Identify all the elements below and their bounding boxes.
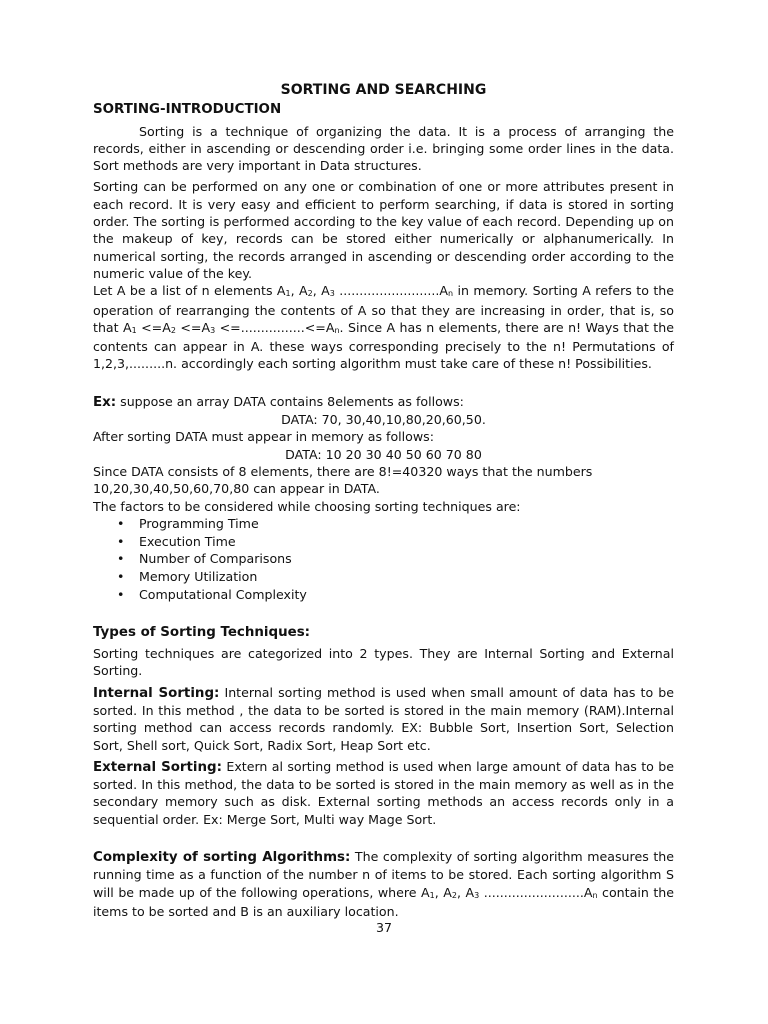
- list-item: • Computational Complexity: [117, 587, 307, 603]
- page-title: SORTING AND SEARCHING: [280, 82, 487, 98]
- bullet-icon: •: [117, 551, 125, 567]
- intro-paragraph-1: Sorting is a technique of organizing the data. It is a process of arranging the records, either in ascending or descending order i.e. bringing some order lines in the data. Sort methods are very important in Data structures.: [93, 123, 674, 174]
- intro-heading: SORTING-INTRODUCTION: [93, 102, 282, 118]
- example-paragraph: Ex: suppose an array DATA contains 8elements as follows:: [93, 393, 464, 410]
- example-label: Ex:: [93, 394, 117, 410]
- external-sorting-label: External Sorting:: [93, 759, 222, 775]
- list-item: • Memory Utilization: [117, 569, 258, 585]
- list-item: • Programming Time: [117, 515, 259, 531]
- bullet-icon: •: [117, 533, 125, 549]
- factors-intro: The factors to be considered while choosing sorting techniques are:: [93, 498, 521, 514]
- bullet-icon: •: [117, 515, 125, 531]
- example-data-before: DATA: 70, 30,40,10,80,20,60,50.: [281, 412, 486, 428]
- intro-paragraph-3: Let A be a list of n elements $A_1$, $A_2$, $A_3$ $.........................A_n$ in memory. Sorting A refers to the operation of rearranging the contents of A so that they are increasing in order, that is, so that $A_1 <=A_2 <=A_3 <=................<=A_n$. Since A has n elements, there are n! Ways that the contents can appear in A. these ways corresponding precisely to the n! Permutations of 1,2,3,.........n. accordingly each sorting algorithm must take care of these n! Possibilities.: [93, 283, 674, 372]
- intro-paragraph-2: Sorting can be performed on any one or combination of one or more attributes present in each record. It is very easy and efficient to perform searching, if data is stored in sorting order. The sorting is performed according to the key value of each record. Depending up on the makeup of key, records can be stored either numerically or alphanumerically. In numerical sorting, the records arranged in ascending or descending order according to the numeric value of the key.: [93, 179, 674, 281]
- list-item: • Execution Time: [117, 533, 236, 549]
- bullet-icon: •: [117, 587, 125, 603]
- example-permutations-text: Since DATA consists of 8 elements, there are 8!=40320 ways that the numbers 10,20,30,40,50,60,70,80 can appear in DATA.: [93, 463, 593, 497]
- types-paragraph: Sorting techniques are categorized into 2 types. They are Internal Sorting and External Sorting.: [93, 646, 674, 679]
- example-after-text: After sorting DATA must appear in memory as follows:: [93, 429, 434, 445]
- factors-list: [93, 515, 674, 604]
- complexity-label: Complexity of sorting Algorithms:: [93, 850, 351, 866]
- external-sorting-paragraph: External Sorting: Extern al sorting method is used when large amount of data has to be sorted. In this method, the data to be sorted is stored in the main memory as well as in the secondary memory such as disk. External sorting methods an access records only in a sequential order. Ex: Merge Sort, Multi way Mage Sort.: [93, 758, 674, 827]
- example-data-after: DATA: 10 20 30 40 50 60 70 80: [285, 446, 482, 462]
- bullet-icon: •: [117, 569, 125, 585]
- types-heading: Types of Sorting Techniques:: [93, 624, 311, 640]
- complexity-paragraph: Complexity of sorting Algorithms: The complexity of sorting algorithm measures the running time as a function of the number n of items to be stored. Each sorting algorithm S will be made up of the following operations, where $A_1$, $A_2$, $A_3$ $.........................A_n$ contain the items to be sorted and B is an auxiliary location.: [93, 849, 674, 919]
- list-item: • Number of Comparisons: [117, 551, 292, 567]
- document-page: [93, 82, 674, 920]
- internal-sorting-paragraph: Internal Sorting: Internal sorting method is used when small amount of data has to be sorted. In this method , the data to be sorted is stored in the main memory (RAM).Internal sorting method can access records randomly. EX: Bubble Sort, Insertion Sort, Selection Sort, Shell sort, Quick Sort, Radix Sort, Heap Sort etc.: [93, 684, 674, 753]
- internal-sorting-label: Internal Sorting:: [93, 685, 220, 701]
- page-number: 37: [375, 920, 393, 935]
